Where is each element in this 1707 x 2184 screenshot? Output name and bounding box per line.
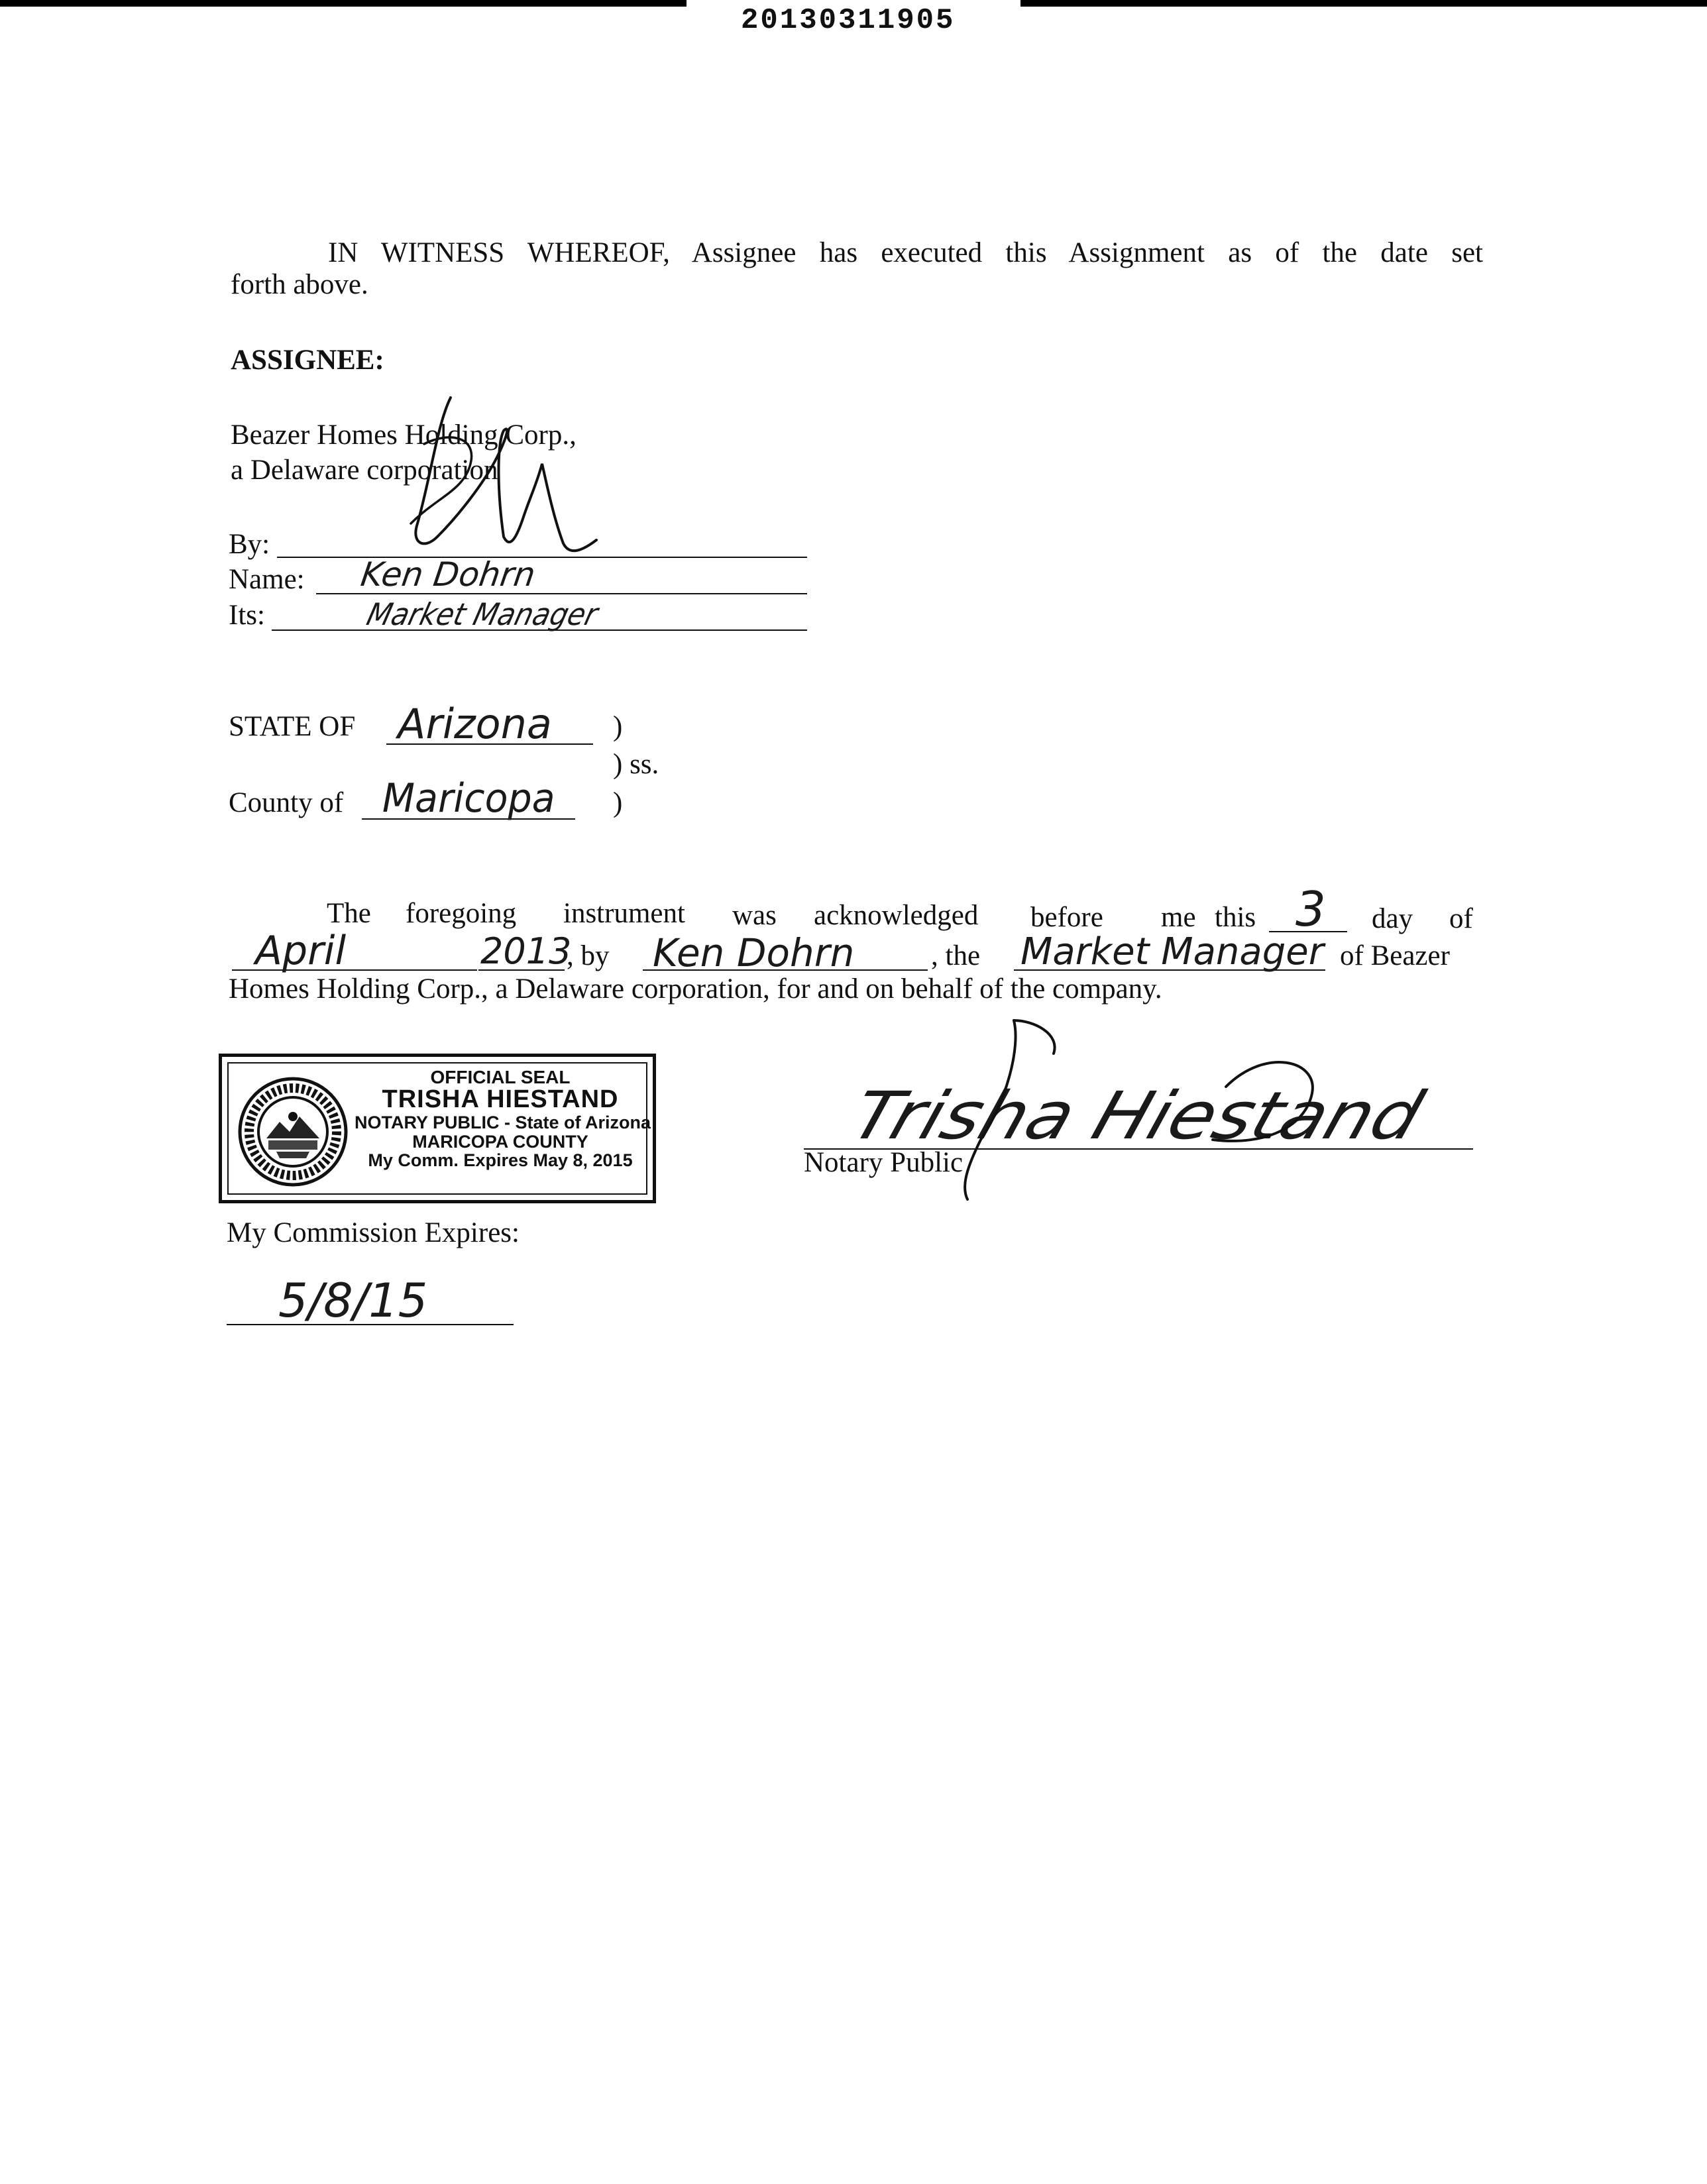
ack-line-3: Homes Holding Corp., a Delaware corporation, for and on behalf of the company. [229,973,1162,1005]
county-handwritten: Maricopa [382,775,555,822]
ack-word-of: of [1449,903,1473,934]
ack-word-day: day [1372,903,1413,934]
day-handwritten: 3 [1295,881,1326,937]
month-handwritten: April [255,928,347,974]
year-handwritten: 2013 [480,930,572,972]
county-label: County of [229,787,344,818]
ack-the: , the [931,940,981,971]
witness-line-1: IN WITNESS WHEREOF, Assignee has executed this Assignment as of the date set [328,237,1483,268]
ack-by: , by [567,940,610,971]
assignee-heading: ASSIGNEE: [231,345,384,376]
seal-line-2: TRISHA HIESTAND [382,1085,619,1114]
by-label: By: [229,529,270,560]
seal-line-5: My Comm. Expires May 8, 2015 [368,1150,633,1170]
notary-signature: Trisha Hiestand [842,1077,1432,1154]
commission-handwritten: 5/8/15 [278,1274,428,1328]
ack-word-instrument: instrument [563,898,685,929]
ack-of-beazer: of Beazer [1340,940,1450,971]
witness-line-2: forth above. [231,269,368,300]
state-seal-emblem-icon [237,1075,349,1188]
record-number: 20130311905 [741,4,956,37]
ack-word-foregoing: foregoing [406,898,517,929]
scan-edge-left [0,0,687,7]
venue-paren-3: ) [613,787,623,818]
its-handwritten: Market Manager [363,596,602,632]
assignee-company-line-2: a Delaware corporation [231,455,498,486]
venue-paren-1: ) [613,711,623,742]
assignee-company-line-1: Beazer Homes Holding Corp., [231,419,577,451]
name-label: Name: [229,564,305,595]
official-seal-stamp [219,1054,656,1203]
seal-line-4: MARICOPA COUNTY [412,1131,588,1152]
notary-public-label: Notary Public [804,1147,964,1178]
person-handwritten: Ken Dohrn [653,930,855,975]
ack-word-was: was [732,900,777,931]
ack-word-before: before [1030,902,1103,933]
state-label: STATE OF [229,711,356,742]
ack-word-the: The [327,898,371,929]
ack-word-this: this [1215,902,1256,933]
ack-word-me: me [1161,902,1196,933]
its-label: Its: [229,600,265,631]
seal-line-3: NOTARY PUBLIC - State of Arizona [355,1113,651,1133]
commission-label: My Commission Expires: [227,1217,520,1248]
ack-word-acknowledged: acknowledged [814,900,979,931]
venue-ss: ) ss. [613,749,659,780]
title-handwritten: Market Manager [1020,930,1324,973]
name-handwritten: Ken Dohrn [358,555,538,594]
scan-edge-right [1020,0,1707,7]
assignee-signature [371,384,623,576]
state-handwritten: Arizona [398,700,552,748]
seal-line-1: OFFICIAL SEAL [430,1067,571,1087]
